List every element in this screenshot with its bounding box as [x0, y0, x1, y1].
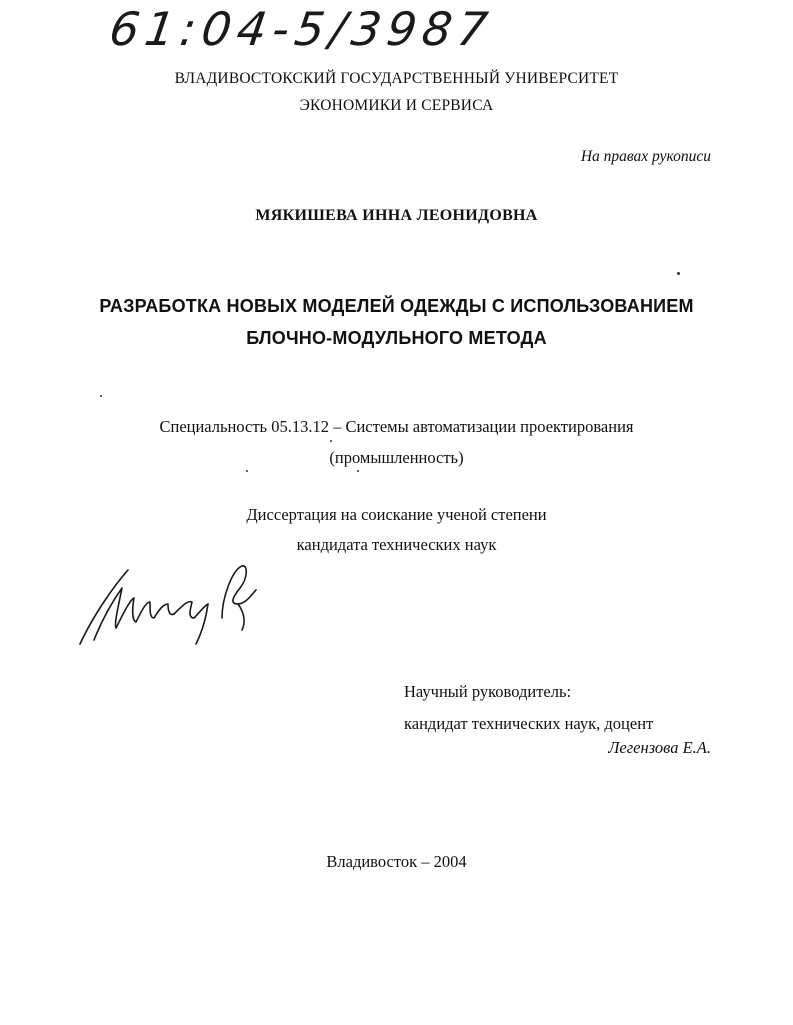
- scan-speck: [330, 440, 332, 442]
- scan-speck: [357, 470, 359, 472]
- city-year: Владивосток – 2004: [326, 852, 467, 871]
- specialty-block: [0, 411, 793, 473]
- dissertation-title: [0, 290, 793, 354]
- title-line-2: БЛОЧНО-МОДУЛЬНОГО МЕТОДА: [246, 328, 547, 348]
- degree-line-1: Диссертация на соискание ученой степени: [246, 505, 547, 524]
- author-name: МЯКИШЕВА ИННА ЛЕОНИДОВНА: [255, 207, 538, 224]
- scan-speck: [677, 272, 680, 275]
- title-line-1: РАЗРАБОТКА НОВЫХ МОДЕЛЕЙ ОДЕЖДЫ С ИСПОЛЬЗОВАНИЕМ: [99, 296, 694, 316]
- rights-note: На правах рукописи: [580, 148, 711, 165]
- author-signature: [72, 548, 272, 658]
- specialty-line-2: (промышленность): [329, 448, 464, 467]
- catalog-number-handwritten: 61:04-5/3987: [106, 2, 497, 56]
- specialty-line-1: Специальность 05.13.12 – Системы автоматизации проектирования: [159, 417, 634, 436]
- degree-line-2: кандидата технических наук: [296, 535, 497, 554]
- advisor-degree: кандидат технических наук, доцент: [404, 714, 654, 733]
- scan-speck: [100, 395, 102, 397]
- advisor-name: Легензова Е.А.: [608, 738, 711, 757]
- scan-speck: [246, 470, 248, 472]
- advisor-block: [404, 676, 653, 740]
- university-header: [0, 65, 793, 119]
- advisor-label: Научный руководитель:: [404, 682, 572, 701]
- university-line-2: ЭКОНОМИКИ И СЕРВИСА: [299, 97, 494, 114]
- university-line-1: ВЛАДИВОСТОКСКИЙ ГОСУДАРСТВЕННЫЙ УНИВЕРСИТЕТ: [174, 70, 619, 87]
